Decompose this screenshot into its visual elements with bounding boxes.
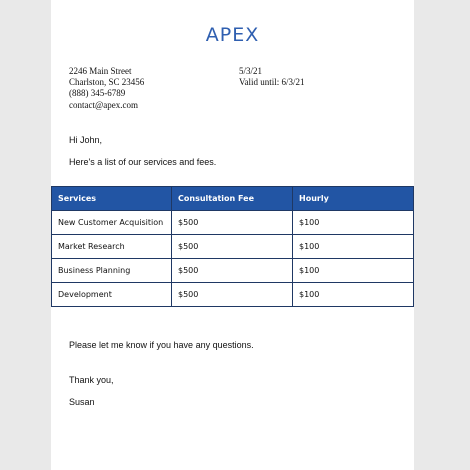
consultation-fee: $500: [172, 235, 293, 259]
services-table: [51, 186, 414, 307]
address-phone: (888) 345-6789: [69, 88, 126, 99]
service-name: Business Planning: [52, 259, 172, 283]
header-services: Services: [52, 187, 172, 211]
hourly-fee: $100: [293, 259, 414, 283]
company-logo: APEX: [205, 24, 260, 46]
hourly-fee: $100: [293, 283, 414, 307]
address-city: Charlston, SC 23456: [69, 77, 145, 88]
intro-text: Here's a list of our services and fees.: [69, 157, 217, 167]
signature: Susan: [69, 397, 95, 407]
header-consultation-fee: Consultation Fee: [172, 187, 293, 211]
table-header-row: [52, 187, 414, 211]
address-street: 2246 Main Street: [69, 66, 132, 76]
issue-date: 5/3/21: [239, 66, 263, 76]
greeting: Hi John,: [69, 135, 103, 145]
table-row: [52, 283, 414, 307]
table-row: [52, 259, 414, 283]
table-row: [52, 235, 414, 259]
service-name: New Customer Acquisition: [52, 211, 172, 235]
header-hourly: Hourly: [293, 187, 414, 211]
consultation-fee: $500: [172, 259, 293, 283]
valid-until-date: Valid until: 6/3/21: [239, 77, 305, 88]
service-name: Development: [52, 283, 172, 307]
address-email: contact@apex.com: [69, 99, 139, 110]
closing-note: Please let me know if you have any questions.: [69, 340, 254, 350]
hourly-fee: $100: [293, 211, 414, 235]
sender-address: [69, 66, 144, 111]
consultation-fee: $500: [172, 211, 293, 235]
service-name: Market Research: [52, 235, 172, 259]
consultation-fee: $500: [172, 283, 293, 307]
document-dates: [239, 66, 305, 88]
hourly-fee: $100: [293, 235, 414, 259]
document-page: [51, 0, 414, 470]
signoff: Thank you,: [69, 375, 114, 385]
table-row: [52, 211, 414, 235]
